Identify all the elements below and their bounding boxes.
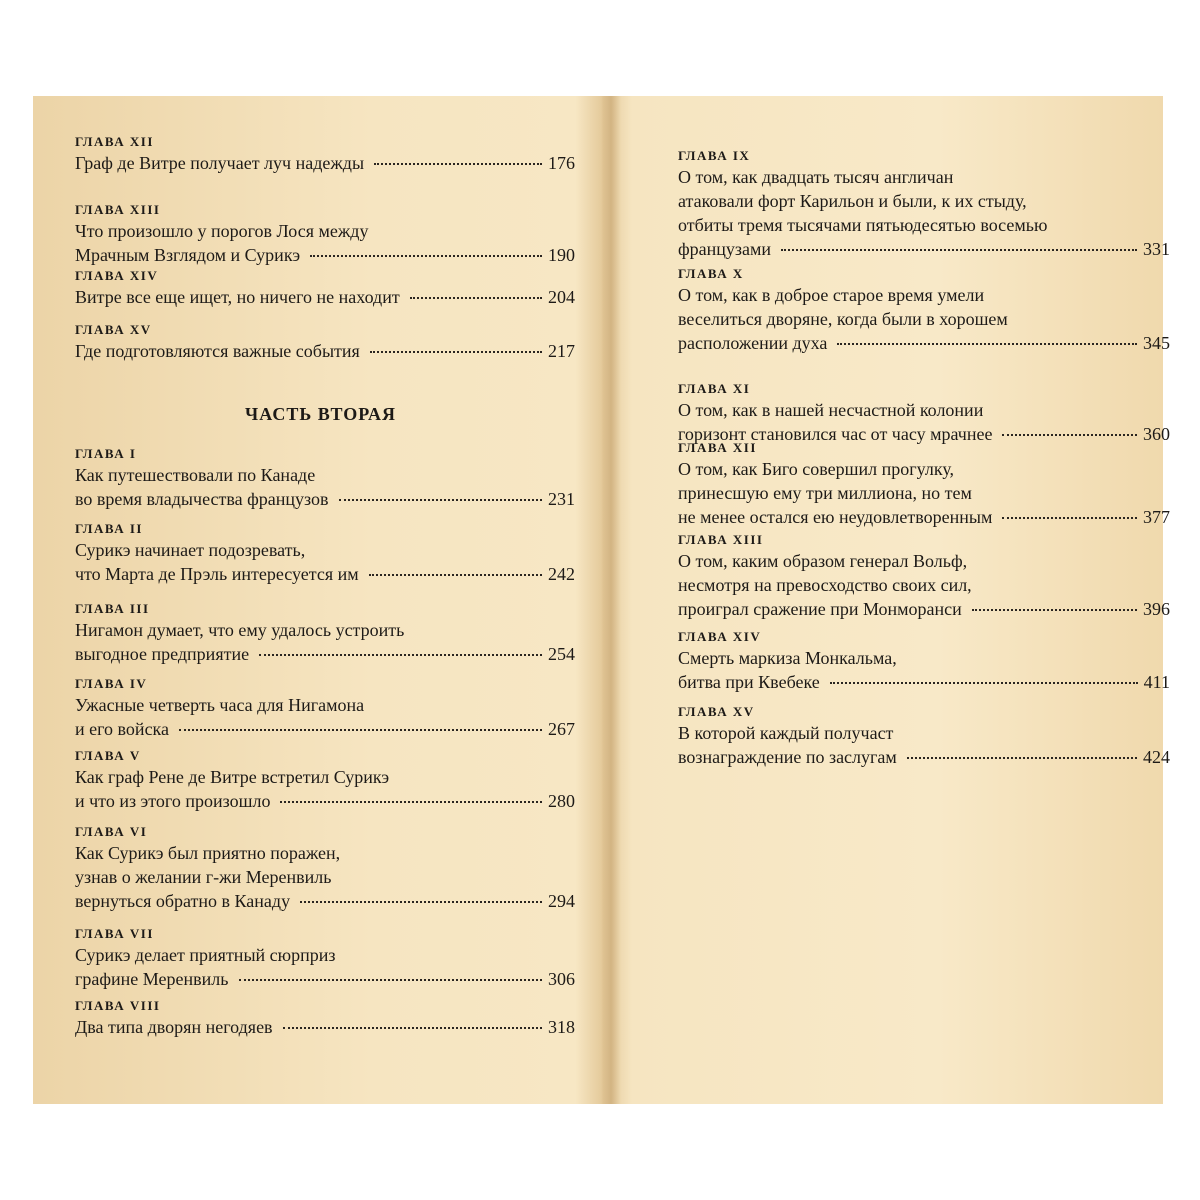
chapter-title-last-line xyxy=(75,487,575,511)
right-page xyxy=(618,96,1170,1104)
page-number: 280 xyxy=(548,791,575,811)
dot-leader xyxy=(781,249,1137,251)
chapter-title-line: и что из этого произошло xyxy=(75,791,271,811)
chapter-title-line: Граф де Витре получает луч надежды xyxy=(75,153,365,173)
chapter-title-last-line xyxy=(678,237,1170,261)
chapter-title-line: О том, каким образом генерал Вольф, xyxy=(678,551,968,571)
chapter-label: ГЛАВА III xyxy=(75,601,150,616)
part-title: ЧАСТЬ ВТОРАЯ xyxy=(245,404,396,424)
chapter-title-last-line xyxy=(75,243,575,267)
left-page xyxy=(33,96,608,1104)
chapter-title-last-line xyxy=(678,670,1170,694)
chapter-label: ГЛАВА XIV xyxy=(75,268,159,283)
toc-entry xyxy=(75,676,575,741)
dot-leader xyxy=(300,901,542,903)
dot-leader xyxy=(179,729,542,731)
toc-entry xyxy=(75,824,575,913)
dot-leader xyxy=(280,801,542,803)
dot-leader xyxy=(1002,517,1137,519)
chapter-label: ГЛАВА XII xyxy=(75,134,154,149)
toc-entry xyxy=(678,440,1170,529)
chapter-label: ГЛАВА IV xyxy=(75,676,148,691)
chapter-title-line: не менее остался ею неудовлетворенным xyxy=(678,507,993,527)
chapter-title-last-line xyxy=(678,745,1170,769)
toc-entry xyxy=(678,629,1170,694)
page-number: 396 xyxy=(1143,599,1170,619)
page-number: 360 xyxy=(1143,424,1170,444)
chapter-label: ГЛАВА XIII xyxy=(678,532,764,547)
chapter-title-line: О том, как двадцать тысяч англичан xyxy=(678,167,954,187)
chapter-title-line: веселиться дворяне, когда были в хорошем xyxy=(678,309,1008,329)
chapter-title-line: Витре все еще ищет, но ничего не находит xyxy=(75,287,400,307)
chapter-title-line: О том, как в нашей несчастной колонии xyxy=(678,400,984,420)
dot-leader xyxy=(339,499,542,501)
page-number: 242 xyxy=(548,564,575,584)
chapter-title-line: Где подготовляются важные события xyxy=(75,341,360,361)
chapter-title-line: битва при Квебеке xyxy=(678,672,820,692)
toc-entry xyxy=(75,134,575,175)
chapter-label: ГЛАВА X xyxy=(678,266,744,281)
dot-leader xyxy=(369,574,542,576)
chapter-label: ГЛАВА XIV xyxy=(678,629,762,644)
chapter-label: ГЛАВА XV xyxy=(75,322,152,337)
chapter-title-line: Мрачным Взглядом и Сурикэ xyxy=(75,245,301,265)
chapter-title-line: расположении духа xyxy=(678,333,828,353)
dot-leader xyxy=(310,255,542,257)
chapter-title-last-line xyxy=(75,339,575,363)
dot-leader xyxy=(907,757,1137,759)
toc-entry xyxy=(678,532,1170,621)
chapter-title-line: О том, как Биго совершил прогулку, xyxy=(678,459,955,479)
dot-leader xyxy=(837,343,1137,345)
page-number: 176 xyxy=(548,153,575,173)
chapter-title-line: атаковали форт Карильон и были, к их стыду, xyxy=(678,191,1027,211)
toc-entry xyxy=(75,322,575,363)
toc-entry xyxy=(678,266,1170,355)
chapter-title-line: Что произошло у порогов Лося между xyxy=(75,221,369,241)
dot-leader xyxy=(830,682,1138,684)
page-number: 424 xyxy=(1143,747,1170,767)
chapter-title-line: Как Сурикэ был приятно поражен, xyxy=(75,843,341,863)
chapter-title-line: О том, как в доброе старое время умели xyxy=(678,285,985,305)
page-number: 411 xyxy=(1143,672,1170,692)
chapter-title-last-line xyxy=(678,597,1170,621)
chapter-title-line: Как граф Рене де Витре встретил Сурикэ xyxy=(75,767,390,787)
chapter-title-last-line xyxy=(75,1015,575,1039)
toc-entry xyxy=(678,704,1170,769)
chapter-title-last-line xyxy=(75,717,575,741)
page-number: 306 xyxy=(548,969,575,989)
chapter-label: ГЛАВА VIII xyxy=(75,998,161,1013)
chapter-label: ГЛАВА V xyxy=(75,748,141,763)
chapter-title-line: Ужасные четверть часа для Нигамона xyxy=(75,695,365,715)
chapter-title-line: Нигамон думает, что ему удалось устроить xyxy=(75,620,405,640)
dot-leader xyxy=(283,1027,542,1029)
chapter-title-line: вернуться обратно в Канаду xyxy=(75,891,291,911)
toc-entry xyxy=(678,381,1170,446)
chapter-label: ГЛАВА XIII xyxy=(75,202,161,217)
page-number: 190 xyxy=(548,245,575,265)
chapter-label: ГЛАВА XV xyxy=(678,704,755,719)
chapter-title-line: во время владычества французов xyxy=(75,489,329,509)
toc-entry xyxy=(678,148,1170,261)
chapter-title-line: что Марта де Прэль интересуется им xyxy=(75,564,359,584)
chapter-title-last-line xyxy=(75,562,575,586)
page-number: 331 xyxy=(1143,239,1170,259)
chapter-title-line: Сурикэ начинает подозревать, xyxy=(75,540,306,560)
page-number: 294 xyxy=(548,891,575,911)
chapter-title-line: и его войска xyxy=(75,719,170,739)
book-spread xyxy=(33,96,1170,1104)
page-number: 254 xyxy=(548,644,575,664)
chapter-title-line: принесшую ему три миллиона, но тем xyxy=(678,483,972,503)
page-number: 231 xyxy=(548,489,575,509)
chapter-title-line: Смерть маркиза Монкальма, xyxy=(678,648,897,668)
page-number: 377 xyxy=(1143,507,1170,527)
dot-leader xyxy=(410,297,542,299)
chapter-title-last-line xyxy=(75,151,575,175)
chapter-title-line: выгодное предприятие xyxy=(75,644,250,664)
toc-entry xyxy=(75,202,575,267)
dot-leader xyxy=(259,654,542,656)
chapter-label: ГЛАВА IX xyxy=(678,148,751,163)
page-number: 204 xyxy=(548,287,575,307)
toc-entry xyxy=(75,521,575,586)
chapter-label: ГЛАВА XII xyxy=(678,440,757,455)
dot-leader xyxy=(370,351,542,353)
chapter-title-last-line xyxy=(75,285,575,309)
dot-leader xyxy=(972,609,1137,611)
toc-entry xyxy=(75,446,575,511)
chapter-title-line: Сурикэ делает приятный сюрприз xyxy=(75,945,336,965)
chapter-label: ГЛАВА XI xyxy=(678,381,751,396)
dot-leader xyxy=(374,163,542,165)
chapter-title-line: Как путешествовали по Канаде xyxy=(75,465,316,485)
chapter-label: ГЛАВА I xyxy=(75,446,137,461)
chapter-label: ГЛАВА II xyxy=(75,521,143,536)
chapter-title-line: узнав о желании г-жи Меренвиль xyxy=(75,867,332,887)
chapter-title-line: отбиты тремя тысячами пятьюдесятью восемью xyxy=(678,215,1048,235)
chapter-title-line: Два типа дворян негодяев xyxy=(75,1017,273,1037)
page-number: 345 xyxy=(1143,333,1170,353)
chapter-title-line: несмотря на превосходство своих сил, xyxy=(678,575,972,595)
toc-entry xyxy=(75,926,575,991)
page-number: 217 xyxy=(548,341,575,361)
dot-leader xyxy=(1002,434,1137,436)
chapter-label: ГЛАВА VI xyxy=(75,824,148,839)
chapter-title-last-line xyxy=(75,889,575,913)
page-number: 318 xyxy=(548,1017,575,1037)
toc-entry xyxy=(75,748,575,813)
chapter-title-line: графине Меренвиль xyxy=(75,969,229,989)
chapter-title-last-line xyxy=(75,642,575,666)
toc-entry xyxy=(75,601,575,666)
chapter-title-last-line xyxy=(678,331,1170,355)
chapter-title-line: горизонт становился час от часу мрачнее xyxy=(678,424,993,444)
toc-entry xyxy=(75,268,575,309)
chapter-title-line: В которой каждый получаст xyxy=(678,723,894,743)
chapter-title-last-line xyxy=(75,967,575,991)
toc-entry xyxy=(75,998,575,1039)
dot-leader xyxy=(239,979,543,981)
chapter-title-line: вознаграждение по заслугам xyxy=(678,747,897,767)
page-number: 267 xyxy=(548,719,575,739)
chapter-title-line: проиграл сражение при Монморанси xyxy=(678,599,962,619)
chapter-title-last-line xyxy=(75,789,575,813)
chapter-label: ГЛАВА VII xyxy=(75,926,154,941)
chapter-title-line: французами xyxy=(678,239,772,259)
chapter-title-last-line xyxy=(678,505,1170,529)
